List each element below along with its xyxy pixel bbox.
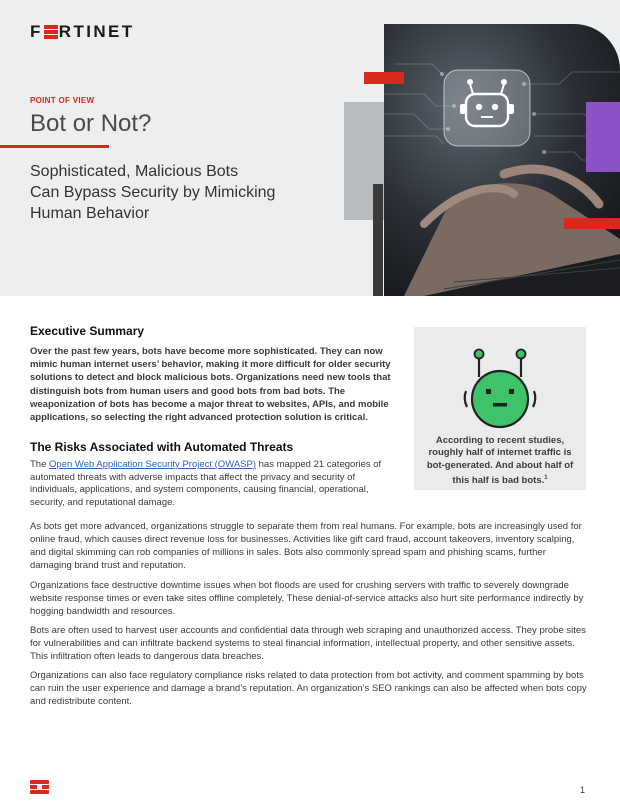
page-title: Bot or Not? [30,110,152,137]
decorative-bar [364,72,404,84]
body-paragraph: Organizations face destructive downtime issues when bot floods are used for crushing servers with traffic to severely downgrade website response times or even take sites offline completely. These denial-of-service attacks also hurt site performance indirectly by hogging bandwidth and resources. [30,580,584,617]
body-paragraph: Organizations can also face regulatory compliance risks related to data protection from bot activity, and comment spamming by bots can ruin the user experience and damage a brand’s reputation. An organization’s SEO rankings can also be affected when bots copy and redistribute content. [30,670,587,707]
fortinet-mark-icon [30,780,49,794]
summary-paragraph: Over the past few years, bots have become more sophisticated. They can now mimic human internet users’ behavior, making it more difficult for older security solutions to detect and block malicious bots. Organizations need new tools that distinguish bots from human users and good bots from bad bots. The weaponization of bots has become a major threat to websites, APIs, and mobile applications, so selecting the right advanced protection solution is critical. [30,346,391,424]
section-heading: The Risks Associated with Automated Threats [30,440,294,454]
page-number: 1 [580,785,586,795]
body-paragraph: As bots get more advanced, organizations struggle to separate them from real humans. For example, bots are increasingly used for online fraud, which causes direct revenue loss for businesses. Activities like gift card fraud, account takeovers, inventory scalping, and digital skimming can rob companies of millions in sales. Bots also commonly spread spam and phishing scams, further damaging brand trust and reputation. [30,521,582,571]
stat-callout [414,327,586,490]
hero-photo [384,24,620,296]
fortinet-logo: F RTINET [30,22,135,41]
bot-icon [458,347,542,431]
title-divider [0,145,109,148]
owasp-link[interactable]: Open Web Application Security Project (OWASP) [49,459,256,470]
decorative-bar [564,218,620,229]
page-subtitle: Sophisticated, Malicious Bots Can Bypass Security by Mimicking Human Behavior [30,163,276,222]
decorative-bar [373,184,383,296]
callout-text: According to recent studies, roughly half of internet traffic is bot-generated. And about half of this half is bad bots.$^1$ [426,435,574,487]
document-type-label: POINT OF VIEW [30,96,95,105]
hero-banner [0,0,620,296]
body-paragraph: Bots are often used to harvest user accounts and confidential data through web scraping and unauthorized access. They probe sites for vulnerabilities and can infiltrate backend systems to steal financial information, intellectual property, and other sensitive assets. This infiltration often leads to dangerous data breaches. [30,625,586,662]
decorative-bar [586,102,620,172]
section-heading: Executive Summary [30,324,145,338]
risks-paragraph: The Open Web Application Security Project (OWASP) has mapped 21 categories of automated threats with adverse impacts that affect the privacy and security of individuals, applications, and system components, causing financial, operational, security, and reputational damage. [30,459,382,508]
logo-mark-icon [44,25,58,39]
